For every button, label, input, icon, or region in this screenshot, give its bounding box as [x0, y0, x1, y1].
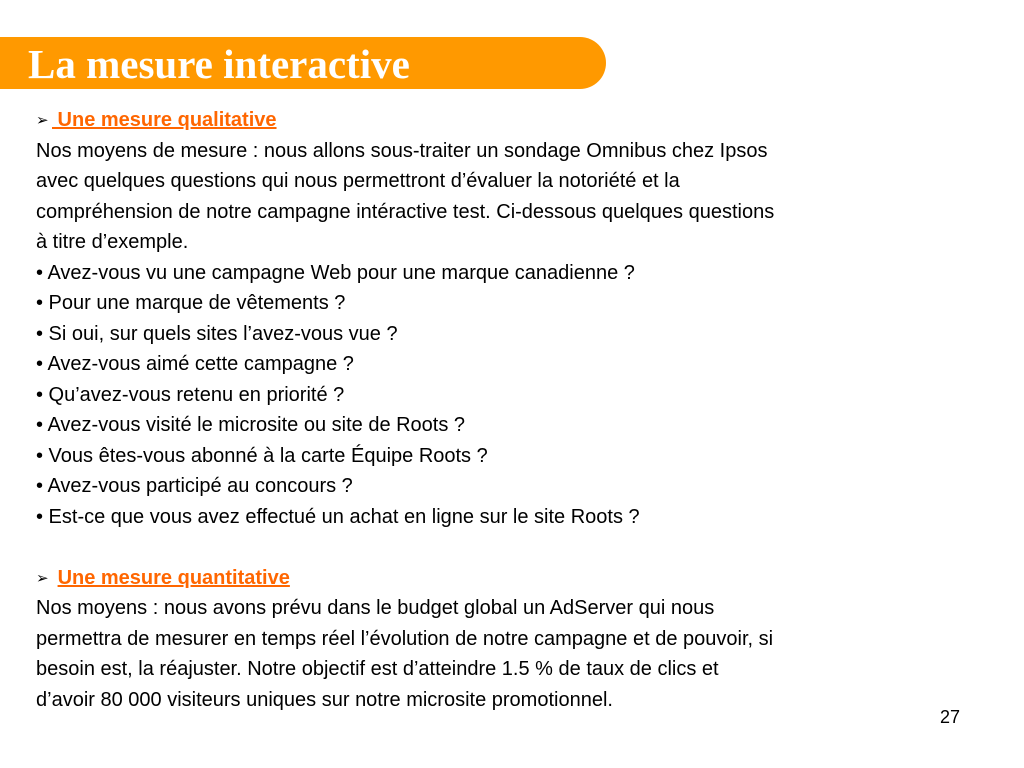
arrow-bullet-icon: ➢ — [36, 569, 49, 587]
paragraph-line: besoin est, la réajuster. Notre objectif est d’atteindre 1.5 % de taux de clics et — [36, 658, 719, 680]
section-heading-quantitative — [36, 563, 996, 594]
question-item: • Si oui, sur quels sites l’avez-vous vue ? — [36, 322, 398, 345]
question-item: • Avez-vous aimé cette campagne ? — [36, 353, 354, 375]
section-heading-qualitative — [36, 105, 996, 136]
paragraph-line: permettra de mesurer en temps réel l’évolution de notre campagne et de pouvoir, si — [36, 627, 774, 650]
paragraph-line: à titre d’exemple. — [36, 231, 189, 253]
heading-quantitative-text: Une mesure quantitative — [57, 566, 290, 589]
question-item: • Est-ce que vous avez effectué un achat en ligne sur le site Roots ? — [36, 505, 640, 528]
paragraph-line: Nos moyens de mesure : nous allons sous-traiter un sondage Omnibus chez Ipsos — [36, 139, 768, 162]
paragraph-line: avec quelques questions qui nous permettront d’évaluer la notoriété et la — [36, 170, 680, 192]
page-number: 27 — [940, 707, 961, 727]
question-item: • Avez-vous participé au concours ? — [36, 475, 353, 497]
question-item: • Pour une marque de vêtements ? — [36, 292, 346, 314]
paragraph-line: compréhension de notre campagne intéractive test. Ci-dessous quelques questions — [36, 200, 775, 223]
question-item: • Avez-vous visité le microsite ou site de Roots ? — [36, 414, 466, 436]
slide-content — [36, 105, 996, 715]
paragraph-line: d’avoir 80 000 visiteurs uniques sur notre microsite promotionnel. — [36, 688, 613, 711]
question-item: • Qu’avez-vous retenu en priorité ? — [36, 383, 345, 406]
arrow-bullet-icon: ➢ — [36, 112, 49, 129]
question-item: • Vous êtes-vous abonné à la carte Équipe Roots ? — [36, 444, 488, 467]
section-spacer — [36, 532, 996, 563]
slide-title: La mesure interactive — [28, 41, 410, 87]
heading-qualitative-text: Une mesure qualitative — [52, 109, 277, 131]
paragraph-line: Nos moyens : nous avons prévu dans le budget global un AdServer qui nous — [36, 597, 715, 619]
question-item: • Avez-vous vu une campagne Web pour une marque canadienne ? — [36, 261, 635, 284]
